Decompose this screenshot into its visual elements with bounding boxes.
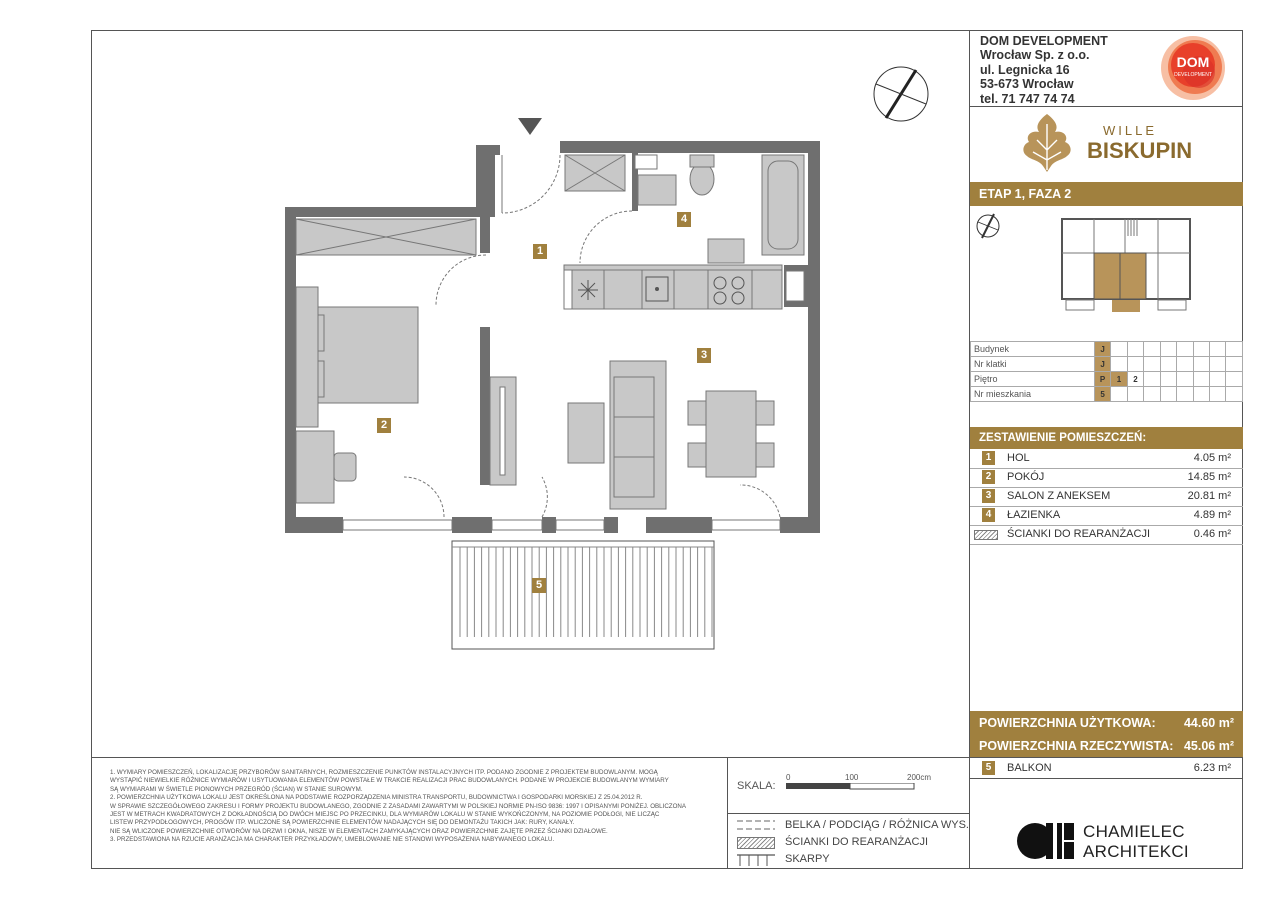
note-line: WYSTĄPIĆ NIEWIELKIE RÓŻNICE WYMIARÓW I USYTUOWANIA ELEMENTÓW POWSTAŁE W TRAKCIE REALIZACJI PRAC BUDOWLANYCH. PODANE W PROJEKCIE BUDOWLANYM WYMIARY [110,777,669,785]
balcony-bottom-divider [970,778,1243,779]
scale-label: SKALA: [737,780,776,792]
plan-label-balkon: 5 [532,578,546,593]
company-phone: tel. 71 747 74 74 [980,91,1075,106]
legend-walls-label: ŚCIANKI DO REARANŻACJI [785,836,929,848]
key-plan-compass-icon [977,214,999,238]
washing-machine [638,175,676,205]
note-line: 2. POWIERZCHNIA UŻYTKOWA LOKALU JEST OKREŚLONA NA PODSTAWIE ROZPORZĄDZENIA MINISTRA TRANSPORTU, BUDOWNICTWA I GOSPODARKI MORSKIEJ Z 25.04.2012 R. [110,794,643,802]
company-city: 53-673 Wrocław [980,77,1074,92]
wille-biskupin-logo [1015,110,1205,176]
architect-name [1083,822,1189,862]
chair [334,453,356,481]
plan-label-hol: 1 [533,244,547,259]
room-row [970,449,1243,469]
room-row [970,468,1243,488]
room-area: 14.85 m² [1187,471,1231,483]
info-cell [1127,342,1143,357]
floor-plan [280,115,820,655]
real-area-value: 45.06 m² [1183,739,1234,753]
info-cell [1160,342,1176,357]
info-cell [1210,342,1226,357]
usable-area-value: 44.60 m² [1183,716,1234,730]
usable-area-label: POWIERZCHNIA UŻYTKOWA: [979,716,1156,730]
legend-beam-icon [737,819,775,831]
room-area: 4.89 m² [1193,509,1231,521]
room-area: 0.46 m² [1193,528,1231,540]
info-cell [1160,357,1176,372]
balcony-area: 6.23 m² [1193,762,1231,774]
info-cell [1177,357,1193,372]
legend-slopes-label: SKARPY [785,853,830,865]
info-cell [1210,357,1226,372]
legend-beam-label: BELKA / PODCIĄG / RÓŻNICA WYS. [785,819,969,831]
balcony-row [970,759,1243,778]
room-number: 1 [982,451,995,465]
logo-wille: WILLE [1103,123,1158,138]
balcony-top-divider [970,757,1243,758]
info-row-label: Nr klatki [971,357,1095,372]
architect-line2: ARCHITEKCI [1083,842,1189,861]
info-cell [1226,387,1243,402]
fridge [786,271,804,301]
room-number: 4 [982,508,995,522]
usable-area-bar [970,711,1243,735]
info-row-label: Nr mieszkania [971,387,1095,402]
info-row [971,372,1243,387]
logo-biskupin: BISKUPIN [1087,138,1193,163]
info-cell [1111,357,1127,372]
info-cell [1193,342,1209,357]
balcony-number: 5 [982,761,995,775]
info-cell [1226,357,1243,372]
legend-slopes-icon [737,853,775,867]
architect-line1: CHAMIELEC [1083,822,1185,841]
real-area-bar [970,735,1243,757]
info-cell: P [1094,372,1110,387]
room-row-walls [970,525,1243,545]
legend-walls-swatch [737,837,775,849]
info-cell: 1 [1111,372,1127,387]
scale-tick-200: 200cm [907,773,932,782]
info-cell [1193,387,1209,402]
coffee-table [568,403,604,463]
washbasin [708,239,744,263]
logo-text-dom: DOM [1176,54,1210,70]
notes-divider [91,757,970,758]
info-cell [1210,387,1226,402]
stage-bar [970,182,1243,206]
room-name: HOL [1007,452,1030,464]
desk [296,431,334,503]
room-number: 2 [982,470,995,484]
info-cell [1144,372,1160,387]
room-name: SALON Z ANEKSEM [1007,490,1111,502]
hatch-swatch [974,530,998,540]
info-cell: 5 [1094,387,1110,402]
company-entity: Wrocław Sp. z o.o. [980,48,1090,63]
info-cell [1177,387,1193,402]
info-cell: J [1094,342,1110,357]
info-cell [1177,372,1193,387]
north-arrow-icon [870,64,932,124]
plan-label-salon: 3 [697,348,711,363]
info-row [971,357,1243,372]
note-line: W SPRAWIE SZCZEGÓŁOWEGO ZAKRESU I FORMY PROJEKTU BUDOWLANEGO, ZGODNIE Z ZASADAMI ZAWARTYMI W POLSKIEJ NORMIE PN-ISO 9836: 1997 I OPISANYMI PONIŻEJ. OBLICZONA [110,802,686,810]
rooms-heading: ZESTAWIENIE POMIESZCZEŃ: [979,432,1147,444]
scale-tick-0: 0 [786,773,791,782]
info-cell [1127,387,1143,402]
info-cell [1111,387,1127,402]
entrance-arrow-icon [518,118,542,135]
info-row-label: Piętro [971,372,1095,387]
notes [110,769,710,845]
info-cell [1226,342,1243,357]
rooms-heading-bar [970,427,1243,449]
logo-text-development: DEVELOPMENT [1174,72,1212,78]
info-cell [1193,372,1209,387]
info-cell [1144,342,1160,357]
fan-icon [578,280,598,300]
room-area: 4.05 m² [1193,452,1231,464]
room-number: 3 [982,489,995,503]
info-cell [1144,387,1160,402]
company-address [980,34,1108,106]
company-street: ul. Legnicka 16 [980,62,1070,77]
info-row [971,387,1243,402]
chamielec-logo-icon [1017,821,1077,861]
dom-development-logo [1155,32,1235,104]
note-line: 1. WYMIARY POMIESZCZEŃ, LOKALIZACJĘ PRZYBORÓW SANITARNYCH, ROZMIESZCZENIE PUNKTÓW INSTALACYJNYCH ITP. PODANO ZGODNIE Z PROJEKTEM BUDOWLANYM. MOGĄ [110,769,658,776]
kitchen-counter [564,265,782,309]
balcony-name: BALKON [1007,762,1052,774]
note-line: JEST W METRACH KWADRATOWYCH Z DOKŁADNOŚCIĄ DO DWÓCH MIEJSC PO PRZECINKU, DLA WYMIARÓW LOKALU W STANIE WYKOŃCZONYM, NA POZIOMIE PODŁOGI, NIE LICZĄC [110,811,660,819]
room-name: POKÓJ [1007,471,1045,483]
real-area-label: POWIERZCHNIA RZECZYWISTA: [979,739,1174,753]
key-plan [970,206,1243,341]
note-line: 3. PRZEDSTAWIONA NA RZUCIE ARANŻACJA MA CHARAKTER PRZYKŁADOWY, UMEBLOWANIE NIE STANOWI WYPOSAŻENIA NABYWANEGO LOKALU. [110,836,555,844]
note-line: NIE SĄ WLICZONE POWIERZCHNIE OTWORÓW NA DRZWI I OKNA, NISZE W ELEMENTACH ZAMYKAJĄCYCH ORAZ POWIERZCHNIE ZAJĘTE PRZEZ ŚCIANKI DZIAŁOWE. [110,827,608,835]
note-line: SĄ WYMIARAMI W ŚWIETLE PIONOWYCH PRZEGRÓD (ŚCIAN) W STANIE SUROWYM. [110,785,363,793]
plan-label-pokoj: 2 [377,418,391,433]
room-name: ŚCIANKI DO REARANŻACJI [1007,528,1151,540]
info-cell [1111,342,1127,357]
info-cell [1144,357,1160,372]
info-cell [1160,387,1176,402]
room-name: ŁAZIENKA [1007,509,1061,521]
info-cell: J [1094,357,1110,372]
dining-table [706,391,756,477]
info-row [971,342,1243,357]
note-line: LISTEW PRZYPODŁOGOWYCH, PROGÓW ITP. WLICZONE SĄ POWIERZCHNIE ELEMENTÓW NADAJĄCYCH SIĘ DO DEMONTAŻU TAKICH JAK: RURY, KANAŁY. [110,819,575,827]
scale-bar [786,783,926,791]
legend-divider [727,813,970,814]
room-row [970,487,1243,507]
info-cell [1160,372,1176,387]
info-row-label: Budynek [971,342,1095,357]
info-table [970,341,1243,402]
company-divider [970,106,1243,107]
info-cell [1127,357,1143,372]
info-cell [1177,342,1193,357]
windows [343,520,780,530]
info-cell [1210,372,1226,387]
company-name: DOM DEVELOPMENT [980,34,1108,48]
info-cell: 2 [1127,372,1143,387]
scale-tick-100: 100 [845,773,859,782]
info-cell [1193,357,1209,372]
balcony [452,541,714,649]
room-area: 20.81 m² [1187,490,1231,502]
stage-label: ETAP 1, FAZA 2 [979,187,1072,201]
toilet [690,163,714,195]
plan-label-lazienka: 4 [677,212,691,227]
room-row [970,506,1243,526]
info-cell [1226,372,1243,387]
